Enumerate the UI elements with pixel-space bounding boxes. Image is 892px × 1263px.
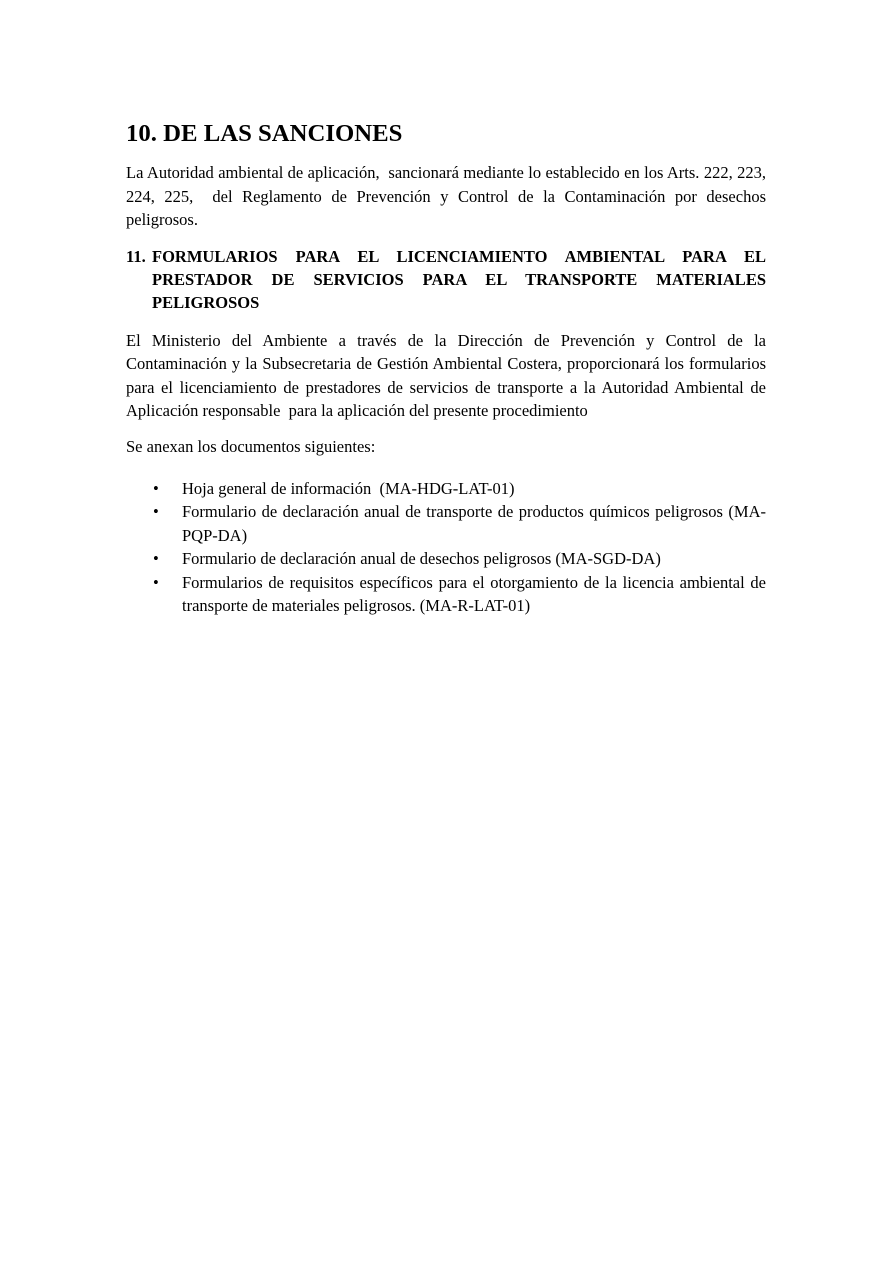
list-item: • Formulario de declaración anual de transporte de productos químicos peligrosos (MA-PQP-DA) bbox=[126, 500, 766, 547]
section-10-heading: 10. DE LAS SANCIONES bbox=[126, 120, 403, 147]
section-11-heading-number: 11. bbox=[126, 246, 146, 266]
list-item: • Hoja general de información (MA-HDG-LAT-01) bbox=[126, 477, 766, 500]
attachments-intro: Se anexan los documentos siguientes: bbox=[126, 437, 376, 457]
section-11-heading bbox=[126, 245, 771, 315]
list-item: • Formulario de declaración anual de desechos peligrosos (MA-SGD-DA) bbox=[126, 547, 766, 570]
list-item: • Formularios de requisitos específicos para el otorgamiento de la licencia ambiental de transporte de materiales peligrosos. (MA-R-LAT-01) bbox=[126, 571, 766, 618]
section-10-paragraph: La Autoridad ambiental de aplicación, sancionará mediante lo establecido en los Arts. 222, 223, 224, 225, del Reglamento de Prevención y Control de la Contaminación por desechos peligrosos. bbox=[126, 163, 771, 230]
section-11-heading-text: FORMULARIOS PARA EL LICENCIAMIENTO AMBIENTAL PARA EL PRESTADOR DE SERVICIOS PARA EL TRANSPORTE MATERIALES PELIGROSOS bbox=[152, 246, 771, 313]
section-11-paragraph: El Ministerio del Ambiente a través de la Dirección de Prevención y Control de la Contaminación y la Subsecretaria de Gestión Ambiental Costera, proporcionará los formularios para el licenciamiento de prestadores de servicios de transporte a la Autoridad Ambiental de Aplicación responsable para la aplicación del presente procedimiento bbox=[126, 330, 771, 421]
attachments-list bbox=[126, 477, 771, 617]
